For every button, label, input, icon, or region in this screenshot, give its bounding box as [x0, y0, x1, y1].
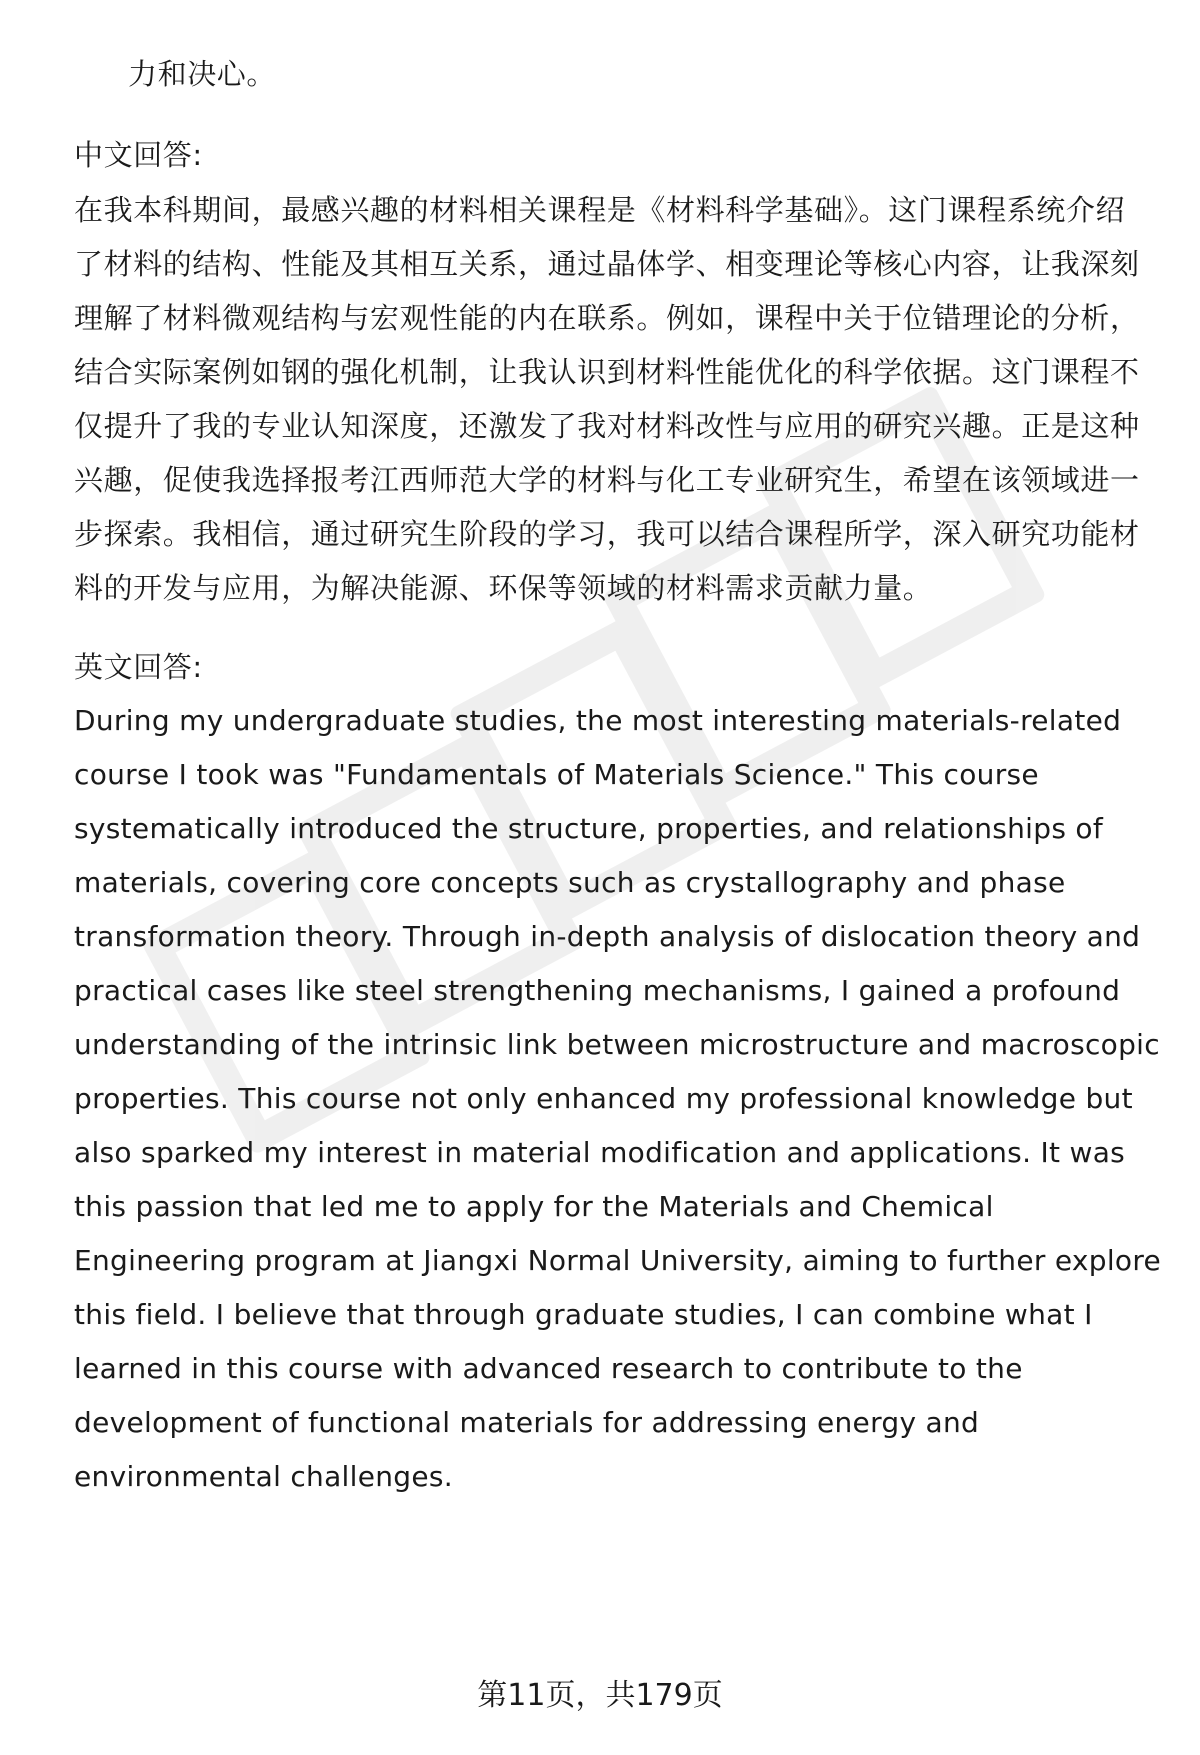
chinese-line: 在我本科期间，最感兴趣的材料相关课程是《材料科学基础》。这门课程系统介绍 [74, 193, 1126, 227]
english-line: properties. This course not only enhanced my professional knowledge but [74, 1082, 1133, 1115]
english-line: materials, covering core concepts such as crystallography and phase [74, 866, 1066, 899]
chinese-line: 步探索。我相信，通过研究生阶段的学习，我可以结合课程所学，深入研究功能材 [74, 517, 1140, 551]
chinese-line: 兴趣，促使我选择报考江西师范大学的材料与化工专业研究生，希望在该领域进一 [74, 463, 1140, 497]
english-line: practical cases like steel strengthening mechanisms, I gained a profound [74, 974, 1121, 1007]
english-line: development of functional materials for addressing energy and [74, 1406, 980, 1439]
english-line: systematically introduced the structure, properties, and relationships of [74, 812, 1104, 845]
chinese-line: 理解了材料微观结构与宏观性能的内在联系。例如，课程中关于位错理论的分析， [74, 301, 1140, 335]
english-line: transformation theory. Through in-depth analysis of dislocation theory and [74, 920, 1141, 953]
english-line: environmental challenges. [74, 1460, 453, 1493]
english-line: understanding of the intrinsic link between microstructure and macroscopic [74, 1028, 1160, 1061]
chinese-line: 结合实际案例如钢的强化机制，让我认识到材料性能优化的科学依据。这门课程不 [74, 355, 1140, 389]
english-line: this field. I believe that through graduate studies, I can combine what I [74, 1298, 1093, 1331]
english-line: this passion that led me to apply for the Materials and Chemical [74, 1190, 994, 1223]
chinese-heading: 中文回答: [74, 138, 203, 172]
english-line: learned in this course with advanced research to contribute to the [74, 1352, 1023, 1385]
page-number-footer: 第11页，共179页 [477, 1678, 723, 1713]
chinese-line: 仅提升了我的专业认知深度，还激发了我对材料改性与应用的研究兴趣。正是这种 [74, 409, 1140, 443]
english-line: course I took was "Fundamentals of Materials Science." This course [74, 758, 1039, 791]
chinese-line: 料的开发与应用，为解决能源、环保等领域的材料需求贡献力量。 [74, 571, 933, 605]
english-line: also sparked my interest in material modification and applications. It was [74, 1136, 1126, 1169]
english-line: During my undergraduate studies, the most interesting materials-related [74, 704, 1122, 737]
top-fragment-text: 力和决心。 [128, 57, 277, 91]
chinese-line: 了材料的结构、性能及其相互关系，通过晶体学、相变理论等核心内容，让我深刻 [74, 247, 1140, 281]
english-heading: 英文回答: [74, 650, 203, 684]
english-line: Engineering program at Jiangxi Normal University, aiming to further explore [74, 1244, 1162, 1277]
